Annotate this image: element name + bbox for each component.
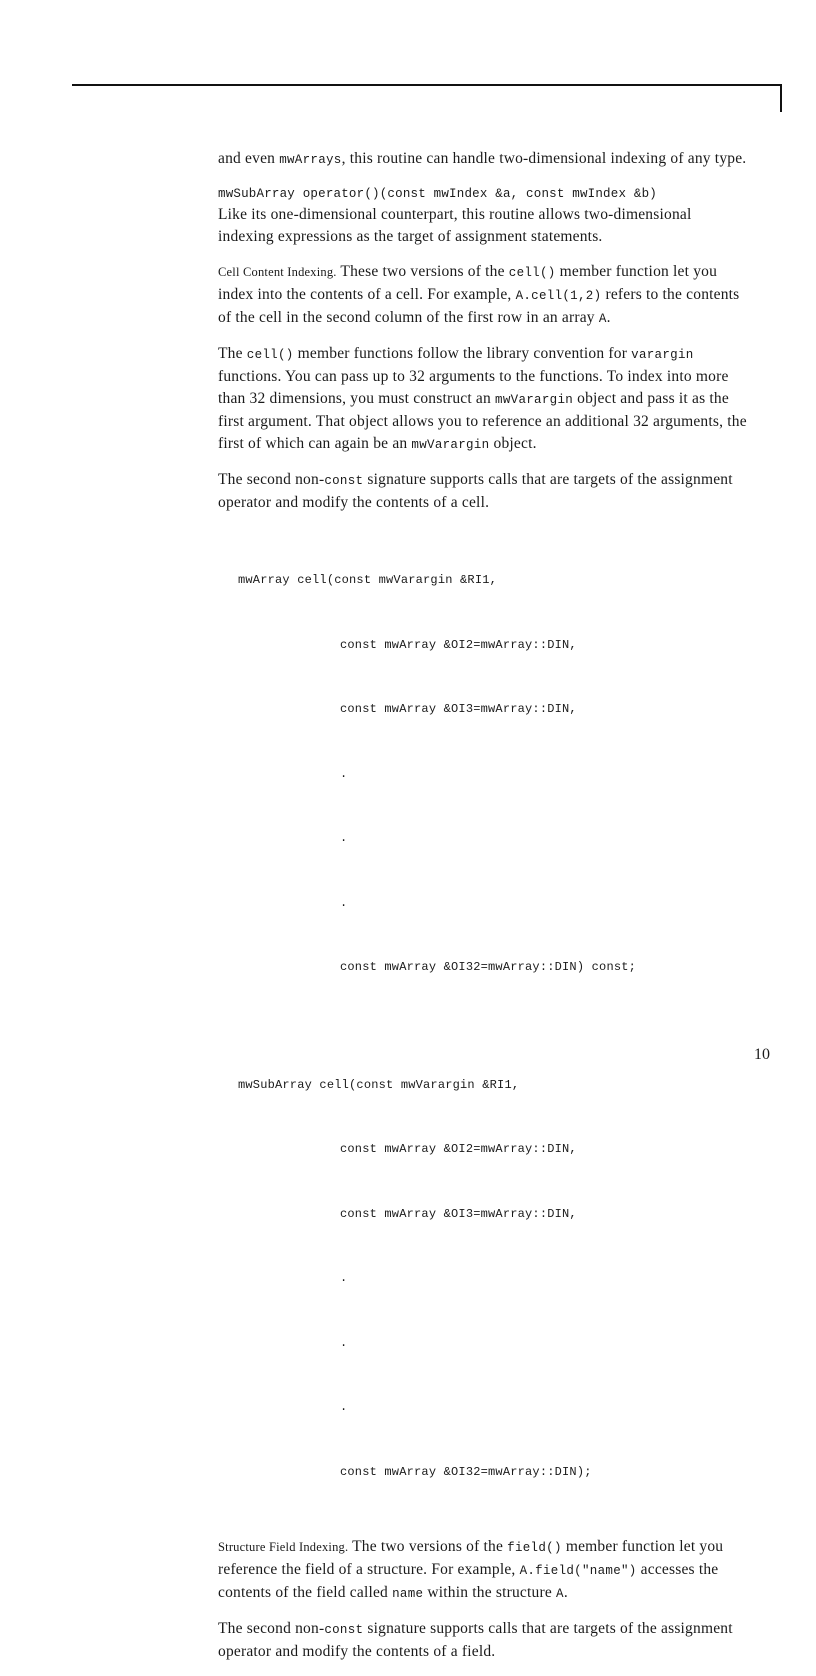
paragraph-cell-content-indexing: Cell Content Indexing. These two versions of the cell() member function let you index into the contents of a cell. For example, A.cell(1,2) refers to the contents of the cell in the second column of the first row in an array A. [218,263,740,326]
code-line: const mwArray &OI2=mwArray::DIN, [340,1142,577,1156]
section-heading-field: Structure Field Indexing. [218,1540,349,1554]
section-heading-cell: Cell Content Indexing. [218,265,337,279]
code-line: mwArray cell(const mwVarargin &RI1, [238,573,498,587]
header-rule-tick [780,84,782,112]
header-rule [72,84,782,86]
code-line: . [340,766,348,781]
paragraph-non-const-cell: The second non-const signature supports calls that are targets of the assignment operator and modify the contents of a cell. [218,471,733,511]
code-block-cell-subarray [238,1032,748,1527]
page-number: 10 [754,1046,770,1063]
paragraph-structure-field-indexing: Structure Field Indexing. The two versions of the field() member function let you reference the field of a structure. For example, A.field("name") accesses the contents of the field called name within the structure A. [218,1538,724,1601]
paragraph-two-dimensional: Like its one-dimensional counterpart, this routine allows two-dimensional indexing expressions as the target of assignment statements. [218,206,692,245]
code-line: mwSubArray cell(const mwVarargin &RI1, [238,1077,520,1092]
code-line: const mwArray &OI3=mwArray::DIN, [340,1206,577,1221]
paragraph-non-const-field: The second non-const signature supports calls that are targets of the assignment operator and modify the contents of a field. [218,1620,733,1660]
code-line: const mwArray &OI2=mwArray::DIN, [340,637,577,652]
code-line: . [340,1271,348,1285]
code-line: . [340,895,348,910]
paragraph-mwarrays-indexing: and even mwArrays, this routine can handle two-dimensional indexing of any type. [218,150,747,167]
code-line: . [340,831,348,845]
code-line: . [340,1400,348,1414]
code-mwarrays: mwArrays [279,153,342,167]
code-line: const mwArray &OI32=mwArray::DIN) const; [340,960,637,974]
code-line: const mwArray &OI3=mwArray::DIN, [340,702,577,716]
operator-signature: mwSubArray operator()(const mwIndex &a, const mwIndex &b) [218,187,657,201]
code-line: const mwArray &OI32=mwArray::DIN); [340,1464,592,1479]
code-block-cell-const [238,527,748,1022]
paragraph-varargin: The cell() member functions follow the library convention for varargin functions. You can pass up to 32 arguments to the functions. To index into more than 32 dimensions, you must construct an mwVarargin object and pass it as the first argument. That object allows you to reference an additional 32 arguments, the first of which can again be an mwVarargin object. [218,345,747,452]
page-body [218,148,748,1676]
code-line: . [340,1335,348,1350]
